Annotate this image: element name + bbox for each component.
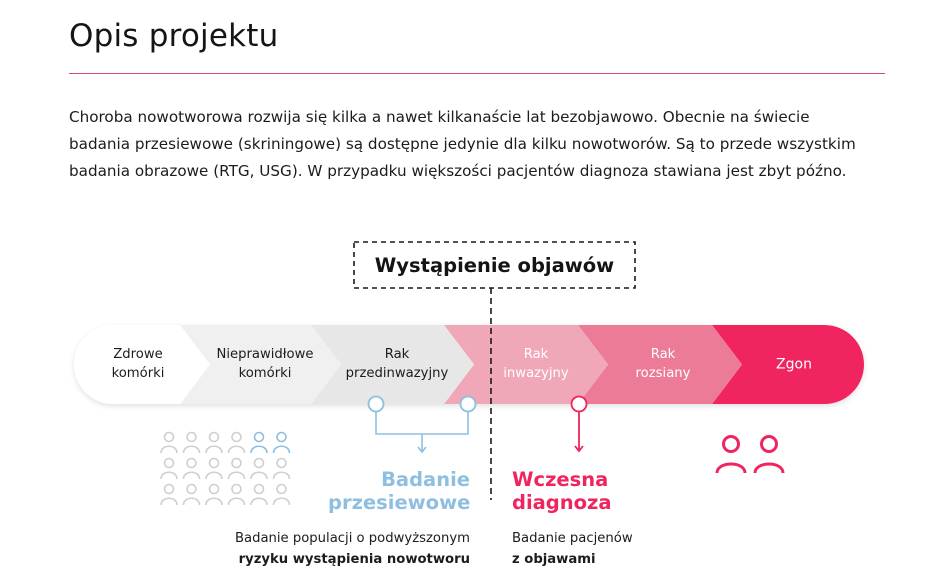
person-icon bbox=[229, 485, 245, 506]
segment-label-nieprawidlowe: Nieprawidłowe komórki bbox=[216, 347, 314, 381]
early-caption: Badanie pacjenów z objawami bbox=[512, 531, 633, 567]
person-icon bbox=[161, 459, 177, 480]
early-diagnosis-title: Wczesna diagnoza bbox=[512, 468, 612, 514]
person-pair-icon bbox=[717, 437, 783, 474]
early-dot bbox=[572, 397, 587, 412]
person-icon bbox=[161, 485, 177, 506]
person-icon bbox=[274, 433, 290, 454]
person-grid-icon bbox=[161, 433, 290, 506]
screening-title: Badanie przesiewowe bbox=[328, 468, 471, 514]
screening-dot-left bbox=[369, 397, 384, 412]
person-icon bbox=[206, 433, 222, 454]
person-icon bbox=[251, 485, 267, 506]
person-icon bbox=[229, 433, 245, 454]
person-icon bbox=[184, 433, 200, 454]
person-icon bbox=[161, 433, 177, 454]
screening-dot-right bbox=[461, 397, 476, 412]
person-icon bbox=[229, 459, 245, 480]
person-icon bbox=[251, 433, 267, 454]
person-icon bbox=[206, 485, 222, 506]
segment-label-rozsiany: Rak rozsiany bbox=[635, 347, 691, 381]
segment-label-inwazyjny: Rak inwazyjny bbox=[503, 347, 569, 381]
segment-label-przedinwazyjny: Rak przedinwazyjny bbox=[345, 347, 449, 381]
screening-caption: Badanie populacji o podwyższonym ryzyku wystąpienia nowotworu bbox=[234, 531, 470, 567]
person-icon bbox=[206, 459, 222, 480]
person-icon bbox=[274, 459, 290, 480]
segment-label-zdrowe: Zdrowe komórki bbox=[111, 347, 165, 381]
page-title: Opis projektu bbox=[69, 18, 279, 54]
person-icon bbox=[184, 485, 200, 506]
person-icon bbox=[184, 459, 200, 480]
person-icon bbox=[251, 459, 267, 480]
person-icon bbox=[274, 485, 290, 506]
intro-paragraph: Choroba nowotworowa rozwija się kilka a nawet kilkanaście lat bezobjawowo. Obecnie na świecie badania przesiewowe (skriningowe) są dostępne jedynie dla kilku nowotworów. Są to przede wszystkim badania obrazowe (RTG, USG). W przypadku większości pacjentów diagnoza stawiana jest zbyt późno. bbox=[69, 108, 856, 180]
symptoms-label: Wystąpienie objawów bbox=[374, 253, 615, 277]
screening-bracket bbox=[376, 412, 468, 434]
segment-label-zgon: Zgon bbox=[776, 356, 812, 373]
